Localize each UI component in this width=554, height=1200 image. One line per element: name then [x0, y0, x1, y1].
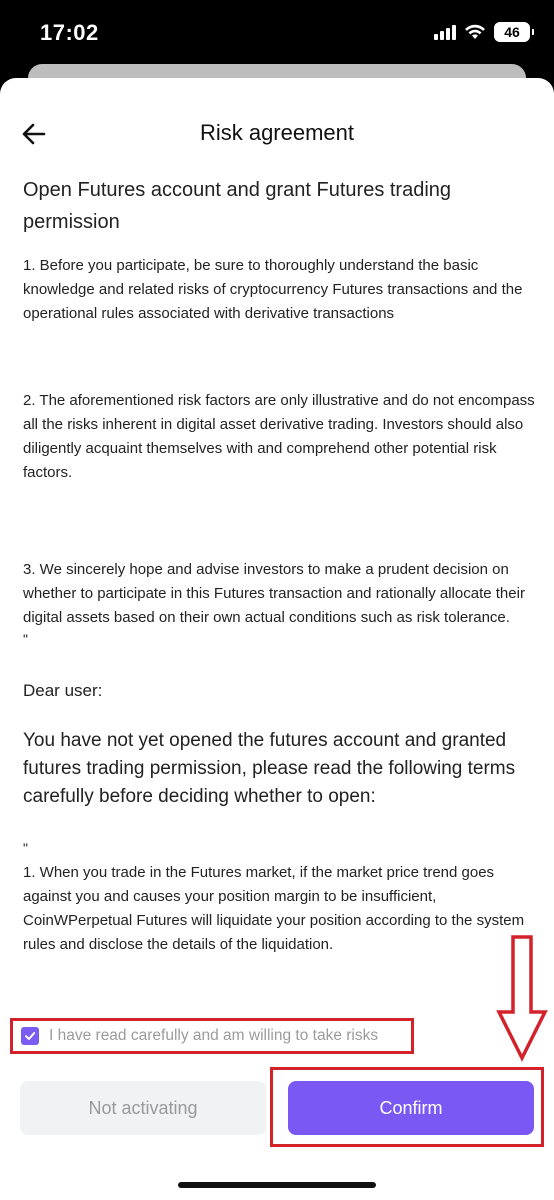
agreement-paragraph-2: 2. The aforementioned risk factors are only illustrative and do not encompass all the risks inherent in digital asset derivative trading. Investors should also diligently acquaint themselves with and comprehend other potential risk factors.: [23, 392, 535, 481]
agreement-checkbox[interactable]: [21, 1027, 39, 1045]
agreement-paragraph-3: 3. We sincerely hope and advise investors to make a prudent decision on whether to participate in this Futures transaction and rationally allocate their digital assets based on their own actual conditions such as risk tolerance.: [23, 561, 525, 626]
notice-heading: You have not yet opened the futures account and granted futures trading permission, please read the following terms carefully before deciding whether to open:: [23, 730, 516, 807]
risk-agreement-sheet: [0, 78, 554, 1200]
wifi-icon: [464, 24, 486, 40]
cellular-signal-icon: [434, 24, 456, 40]
status-time: 17:02: [40, 20, 99, 45]
home-indicator: [178, 1182, 376, 1188]
down-arrow-annotation-icon: [496, 934, 548, 1062]
system-icons: [434, 22, 530, 42]
quote-mark: ": [23, 631, 28, 647]
not-activating-button[interactable]: Not activating: [20, 1081, 266, 1135]
greeting: Dear user:: [23, 681, 103, 700]
risk-agreement-checkbox-row[interactable]: [10, 1018, 414, 1054]
header: [0, 108, 554, 158]
page-title: Risk agreement: [199, 120, 355, 145]
agreement-paragraph-1: 1. Before you participate, be sure to thoroughly understand the basic knowledge and related risks of cryptocurrency Futures transactions and the operational rules associated with derivative transactions: [23, 257, 523, 322]
agreement-content[interactable]: [23, 174, 535, 957]
status-bar: [0, 0, 554, 66]
agreement-label[interactable]: I have read carefully and am willing to take risks: [49, 1027, 379, 1044]
checkmark-icon: [24, 1030, 36, 1042]
quote-mark: ": [23, 840, 28, 856]
agreement-heading: Open Futures account and grant Futures trading permission: [23, 179, 452, 233]
confirm-button[interactable]: Confirm: [288, 1081, 534, 1135]
terms-paragraph-1: 1. When you trade in the Futures market, if the market price trend goes against you and causes your position margin to be insufficient, CoinWPerpetual Futures will liquidate your position according to the system rules and disclose the details of the liquidation.: [23, 864, 525, 953]
battery-icon: 46: [494, 22, 530, 42]
